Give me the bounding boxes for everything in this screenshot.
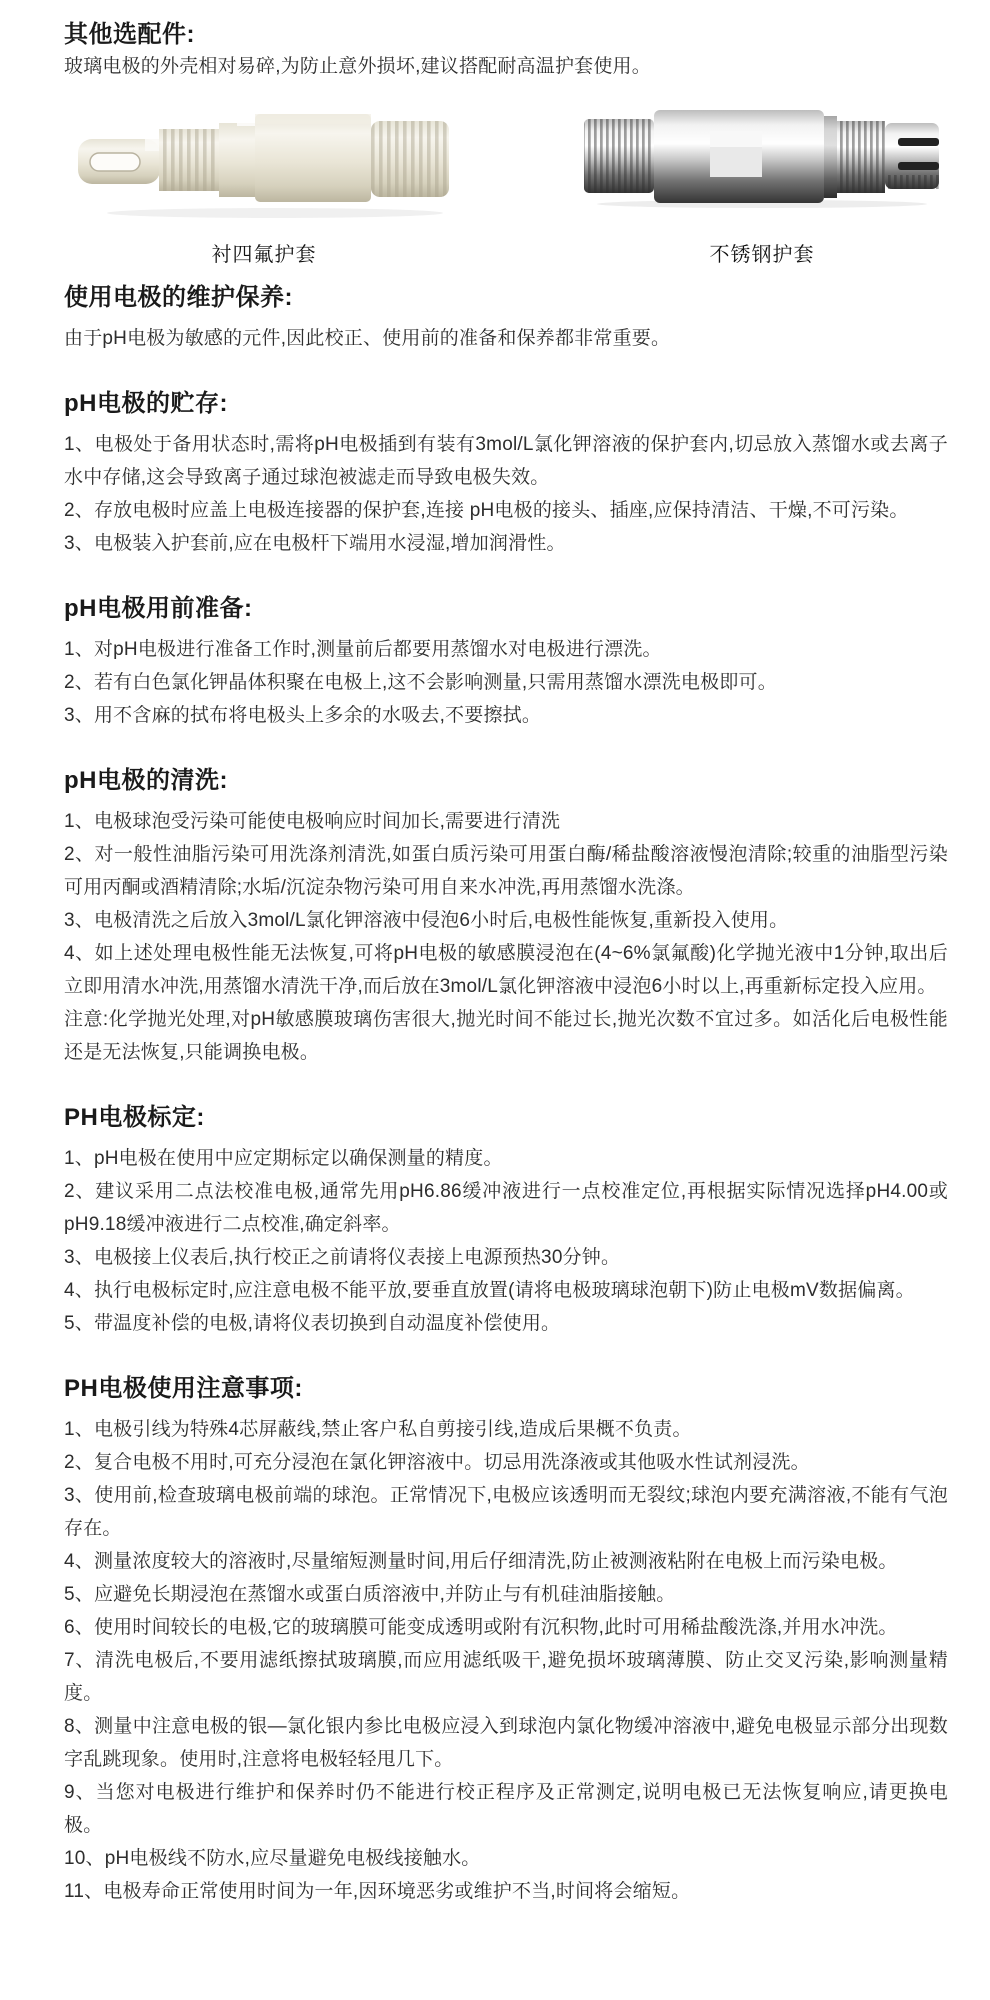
- list-item: 10、pH电极线不防水,应尽量避免电极线接触水。: [64, 1848, 481, 1869]
- section-heading-precautions: PH电极使用注意事项:: [64, 1375, 303, 1402]
- list-item: 1、对pH电极进行准备工作时,测量前后都要用蒸馏水对电极进行漂洗。: [64, 639, 662, 660]
- list-item: 3、电极装入护套前,应在电极杆下端用水浸湿,增加润滑性。: [64, 533, 566, 554]
- section-calibration: [64, 1103, 948, 1340]
- list-item: 3、电极接上仪表后,执行校正之前请将仪表接上电源预热30分钟。: [64, 1247, 621, 1268]
- section-cleaning: [64, 766, 948, 1069]
- list-item: 1、电极处于备用状态时,需将pH电极插到有装有3mol/L氯化钾溶液的保护套内,切忌放入蒸馏水或去离子水中存储,这会导致离子通过球泡被滤走而导致电极失效。: [64, 434, 948, 488]
- stainless-sleeve-image: [582, 105, 942, 209]
- list-item: 7、清洗电极后,不要用滤纸擦拭玻璃膜,而应用滤纸吸干,避免损坏玻璃薄膜、防止交叉污染,影响测量精度。: [64, 1650, 948, 1704]
- list-item: 4、执行电极标定时,应注意电极不能平放,要垂直放置(请将电极玻璃球泡朝下)防止电极mV数据偏离。: [64, 1280, 915, 1301]
- figure-caption-stainless: 不锈钢护套: [709, 244, 815, 266]
- list-item: 4、测量浓度较大的溶液时,尽量缩短测量时间,用后仔细清洗,防止被测液粘附在电极上而污染电极。: [64, 1551, 898, 1572]
- list-item: 2、若有白色氯化钾晶体积聚在电极上,这不会影响测量,只需用蒸馏水漂洗电极即可。: [64, 672, 777, 693]
- list-item: 3、使用前,检查玻璃电极前端的球泡。正常情况下,电极应该透明而无裂纹;球泡内要充满溶液,不能有气泡存在。: [64, 1485, 948, 1539]
- list-item: 1、电极引线为特殊4芯屏蔽线,禁止客户私自剪接引线,造成后果概不负责。: [64, 1419, 692, 1440]
- list-item: 2、建议采用二点法校准电极,通常先用pH6.86缓冲液进行一点校准定位,再根据实际情况选择pH4.00或pH9.18缓冲液进行二点校准,确定斜率。: [64, 1181, 948, 1235]
- section-precautions: [64, 1374, 948, 1908]
- list-item: 2、复合电极不用时,可充分浸泡在氯化钾溶液中。切忌用洗涤液或其他吸水性试剂浸洗。: [64, 1452, 810, 1473]
- list-item: 2、对一般性油脂污染可用洗涤剂清洗,如蛋白质污染可用蛋白酶/稀盐酸溶液慢泡清除;较重的油脂型污染可用丙酮或酒精清除;水垢/沉淀杂物污染可用自来水冲洗,再用蒸馏水洗涤。: [64, 844, 948, 898]
- figure-ptfe-sleeve: [64, 93, 464, 267]
- list-item: 3、电极清洗之后放入3mol/L氯化钾溶液中侵泡6小时后,电极性能恢复,重新投入使用。: [64, 910, 789, 931]
- ptfe-sleeve-image: [75, 94, 453, 220]
- list-item: 4、如上述处理电极性能无法恢复,可将pH电极的敏感膜浸泡在(4~6%氯氟酸)化学抛光液中1分钟,取出后立即用清水冲洗,用蒸馏水清洗干净,而后放在3mol/L氯化钾溶液中浸泡6小时以上,再重新标定投入应用。: [64, 943, 948, 997]
- list-item: 11、电极寿命正常使用时间为一年,因环境恶劣或维护不当,时间将会缩短。: [64, 1881, 691, 1902]
- list-item: 1、pH电极在使用中应定期标定以确保测量的精度。: [64, 1148, 503, 1169]
- list-item: 2、存放电极时应盖上电极连接器的保护套,连接 pH电极的接头、插座,应保持清洁、干燥,不可污染。: [64, 500, 909, 521]
- list-item: 5、应避免长期浸泡在蒸馏水或蛋白质溶液中,并防止与有机硅油脂接触。: [64, 1584, 676, 1605]
- section-heading-cleaning: pH电极的清洗:: [64, 767, 228, 794]
- section-items: [64, 1413, 948, 1908]
- list-item: 5、带温度补偿的电极,请将仪表切换到自动温度补偿使用。: [64, 1313, 561, 1334]
- section-items: [64, 428, 948, 560]
- accessory-figures: [64, 93, 948, 267]
- figure-caption-ptfe: 衬四氟护套: [211, 244, 317, 266]
- list-item: 3、用不含麻的拭布将电极头上多余的水吸去,不要擦拭。: [64, 705, 542, 726]
- stainless-sleeve-imgbox: [582, 93, 942, 221]
- section-items: [64, 805, 948, 1069]
- section-heading-calibration: PH电极标定:: [64, 1104, 205, 1131]
- section-storage: [64, 389, 948, 560]
- section-heading-storage: pH电极的贮存:: [64, 390, 228, 417]
- section-heading-maintenance: 使用电极的维护保养:: [64, 284, 293, 311]
- ptfe-sleeve-imgbox: [75, 93, 453, 221]
- section-items: [64, 1142, 948, 1340]
- page-title: 其他选配件:: [64, 21, 195, 48]
- section-items: [64, 322, 948, 355]
- list-item: 1、电极球泡受污染可能使电极响应时间加长,需要进行清洗: [64, 811, 561, 832]
- list-item: 8、测量中注意电极的银—氯化银内参比电极应浸入到球泡内氯化物缓冲溶液中,避免电极显示部分出现数字乱跳现象。使用时,注意将电极轻轻甩几下。: [64, 1716, 948, 1770]
- list-item: 注意:化学抛光处理,对pH敏感膜玻璃伤害很大,抛光时间不能过长,抛光次数不宜过多。如活化后电极性能还是无法恢复,只能调换电极。: [64, 1009, 948, 1063]
- section-items: [64, 633, 948, 732]
- section-maintenance: [64, 283, 948, 355]
- list-item: 由于pH电极为敏感的元件,因此校正、使用前的准备和保养都非常重要。: [64, 328, 671, 349]
- intro-text: 玻璃电极的外壳相对易碎,为防止意外损坏,建议搭配耐高温护套使用。: [64, 56, 651, 77]
- list-item: 9、当您对电极进行维护和保养时仍不能进行校正程序及正常测定,说明电极已无法恢复响应,请更换电极。: [64, 1782, 948, 1836]
- section-preparation: [64, 594, 948, 732]
- figure-stainless-sleeve: [576, 93, 948, 267]
- list-item: 6、使用时间较长的电极,它的玻璃膜可能变成透明或附有沉积物,此时可用稀盐酸洗涤,并用水冲洗。: [64, 1617, 898, 1638]
- section-heading-preparation: pH电极用前准备:: [64, 595, 253, 622]
